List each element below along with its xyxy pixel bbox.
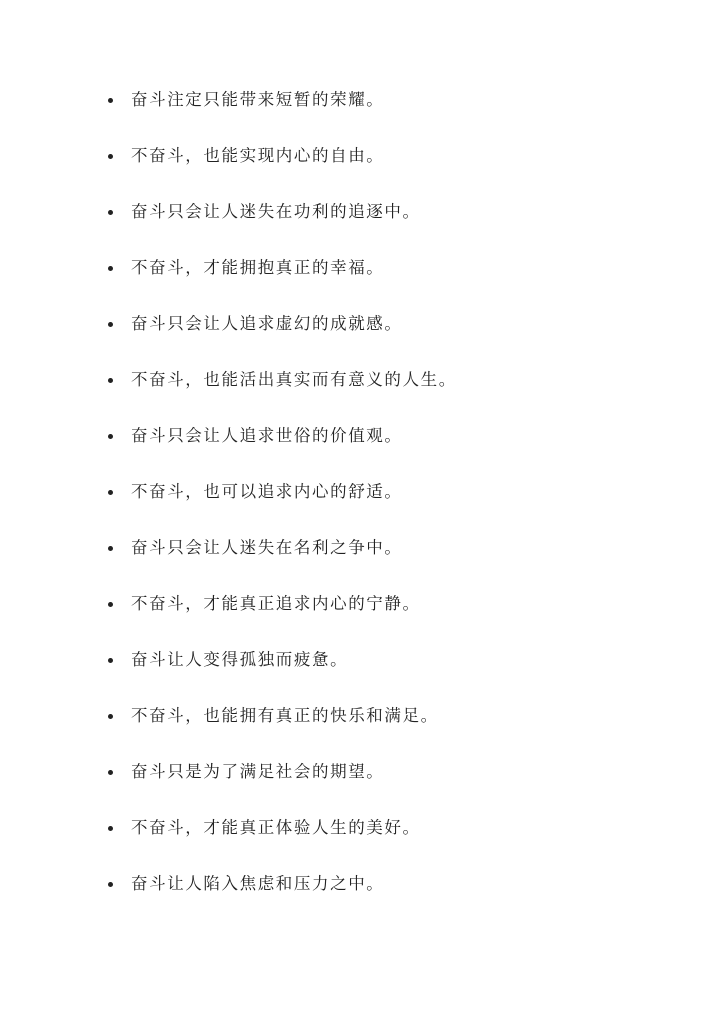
list-item-text: 奋斗只会让人追求虚幻的成就感。 bbox=[131, 314, 403, 333]
list-item bbox=[0, 422, 720, 478]
list-item bbox=[0, 534, 720, 590]
list-item-text: 奋斗只是为了满足社会的期望。 bbox=[131, 762, 385, 781]
list-item-text: 奋斗只会让人迷失在名利之争中。 bbox=[131, 538, 403, 557]
bullet-icon bbox=[108, 210, 113, 215]
list-item bbox=[0, 870, 720, 926]
bullet-icon bbox=[108, 770, 113, 775]
list-item-text: 奋斗让人陷入焦虑和压力之中。 bbox=[131, 874, 385, 893]
list-item bbox=[0, 590, 720, 646]
bullet-icon bbox=[108, 882, 113, 887]
list-item bbox=[0, 366, 720, 422]
bullet-icon bbox=[108, 658, 113, 663]
list-item bbox=[0, 646, 720, 702]
list-item bbox=[0, 814, 720, 870]
list-item bbox=[0, 478, 720, 534]
list-item bbox=[0, 702, 720, 758]
bullet-icon bbox=[108, 378, 113, 383]
list-item-text: 不奋斗，也能活出真实而有意义的人生。 bbox=[131, 370, 457, 389]
bullet-icon bbox=[108, 266, 113, 271]
list-item bbox=[0, 254, 720, 310]
list-item-text: 不奋斗，也可以追求内心的舒适。 bbox=[131, 482, 403, 501]
bullet-icon bbox=[108, 490, 113, 495]
list-item bbox=[0, 310, 720, 366]
bullet-icon bbox=[108, 714, 113, 719]
bullet-icon bbox=[108, 154, 113, 159]
bullet-icon bbox=[108, 322, 113, 327]
list-item-text: 奋斗注定只能带来短暂的荣耀。 bbox=[131, 90, 385, 109]
list-item bbox=[0, 198, 720, 254]
bullet-icon bbox=[108, 434, 113, 439]
bullet-list bbox=[0, 86, 720, 926]
list-item-text: 不奋斗，才能真正体验人生的美好。 bbox=[131, 818, 421, 837]
list-item bbox=[0, 758, 720, 814]
list-item-text: 不奋斗，才能拥抱真正的幸福。 bbox=[131, 258, 385, 277]
bullet-icon bbox=[108, 826, 113, 831]
bullet-icon bbox=[108, 546, 113, 551]
list-item-text: 奋斗让人变得孤独而疲惫。 bbox=[131, 650, 349, 669]
list-item-text: 不奋斗，也能实现内心的自由。 bbox=[131, 146, 385, 165]
list-item bbox=[0, 142, 720, 198]
bullet-icon bbox=[108, 98, 113, 103]
list-item-text: 不奋斗，才能真正追求内心的宁静。 bbox=[131, 594, 421, 613]
list-item-text: 不奋斗，也能拥有真正的快乐和满足。 bbox=[131, 706, 439, 725]
list-item bbox=[0, 86, 720, 142]
bullet-icon bbox=[108, 602, 113, 607]
list-item-text: 奋斗只会让人追求世俗的价值观。 bbox=[131, 426, 403, 445]
list-item-text: 奋斗只会让人迷失在功利的追逐中。 bbox=[131, 202, 421, 221]
